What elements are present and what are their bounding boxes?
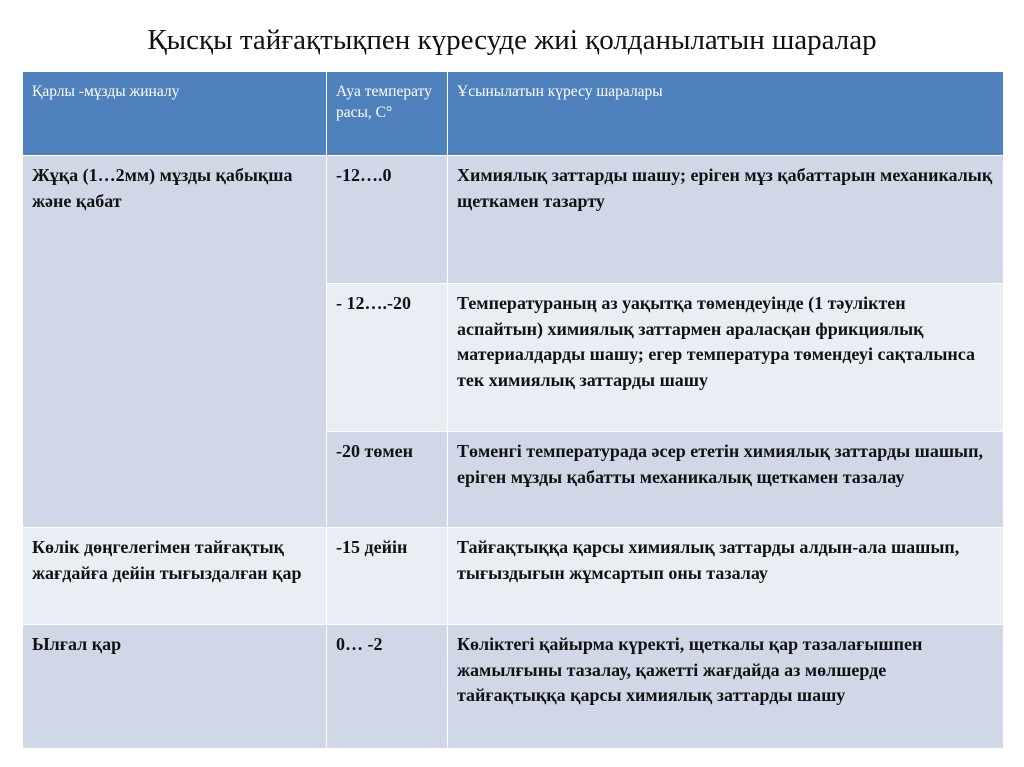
deposit-cell-thin-ice: Жұқа (1…2мм) мұзды қабықша және қабат [23,156,327,528]
header-deposit: Қарлы -мұзды жиналу [23,72,327,156]
table-row [23,625,1004,749]
header-measures: Ұсынылатын күресу шаралары [448,72,1004,156]
temperature-cell: 0… -2 [327,625,448,749]
measures-cell: Көліктегі қайырма күректі, щеткалы қар тазалағышпен жамылғыны тазалау, қажетті жағдайда аз мөлшерде тайғақтыққа қарсы химиялық заттарды шашу [448,625,1004,749]
header-temperature: Ауа температу расы, С° [327,72,448,156]
temperature-cell: -12….0 [327,156,448,284]
temperature-cell: -15 дейін [327,528,448,625]
measures-cell: Төменгі температурада әсер ететін химиялық заттарды шашып, еріген мұзды қабатты механикалық щеткамен тазалау [448,432,1004,528]
measures-cell: Температураның аз уақытқа төмендеуінде (1 тәуліктен аспайтын) химиялық заттармен араласқан фрикциялық материалдарды шашу; егер температура төмендеуі сақталынса тек химиялық заттарды шашу [448,284,1004,432]
deposit-cell-wet-snow: Ылғал қар [23,625,327,749]
measures-cell: Тайғақтыққа қарсы химиялық заттарды алдын-ала шашып, тығыздығын жұмсартып оны тазалау [448,528,1004,625]
table-row [23,156,1004,284]
measures-table [22,71,1004,749]
measures-cell: Химиялық заттарды шашу; еріген мұз қабаттарын механикалық щеткамен тазарту [448,156,1004,284]
temperature-cell: - 12….-20 [327,284,448,432]
deposit-cell-compacted-snow: Көлік дөңгелегімен тайғақтық жағдайға дейін тығыздалған қар [23,528,327,625]
slide-title: Қысқы тайғақтықпен күресуде жиі қолданылатын шаралар [147,24,877,56]
temperature-cell: -20 төмен [327,432,448,528]
table-row [23,528,1004,625]
table-header-row [23,72,1004,156]
